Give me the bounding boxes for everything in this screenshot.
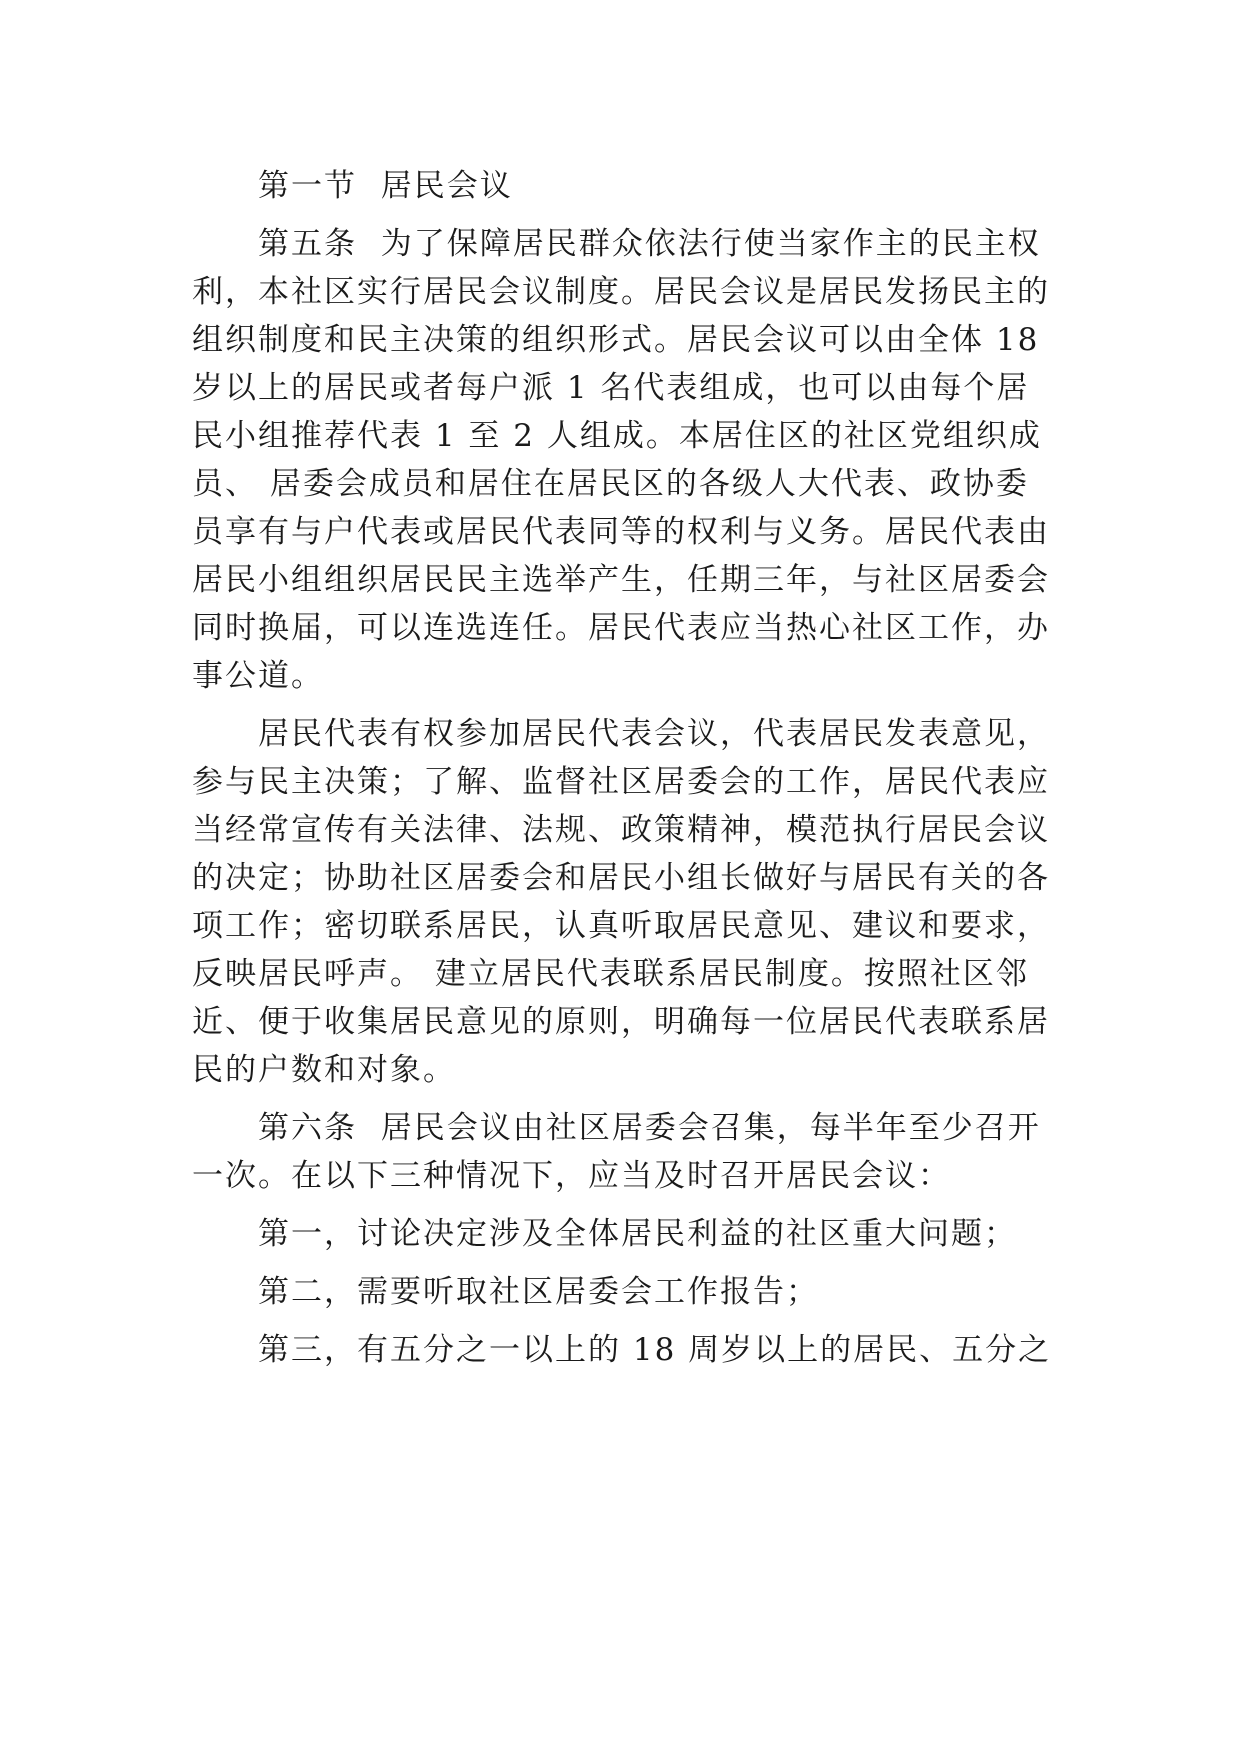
list-item-third: 第三，有五分之一以上的 18 周岁以上的居民、五分之	[258, 1332, 1052, 1368]
representative-paragraph-line: 近、便于收集居民意见的原则，明确每一位居民代表联系居	[192, 1004, 1050, 1040]
section-heading: 第一节 居民会议	[258, 168, 513, 204]
article-5-line: 居民小组组织居民民主选举产生，任期三年，与社区居委会	[192, 562, 1050, 598]
article-5-line: 第五条 为了保障居民群众依法行使当家作主的民主权	[258, 226, 1041, 262]
representative-paragraph-line: 民的户数和对象。	[192, 1052, 456, 1088]
representative-paragraph-line: 当经常宣传有关法律、法规、政策精神，模范执行居民会议	[192, 812, 1050, 848]
list-item-first: 第一，讨论决定涉及全体居民利益的社区重大问题；	[258, 1216, 1017, 1252]
representative-paragraph-line: 项工作；密切联系居民，认真听取居民意见、建议和要求，	[192, 908, 1050, 944]
article-5-line: 同时换届，可以连选连任。居民代表应当热心社区工作，办	[192, 610, 1050, 646]
article-5-line: 民小组推荐代表 1 至 2 人组成。本居住区的社区党组织成	[192, 418, 1042, 454]
article-5-line: 员、 居委会成员和居住在居民区的各级人大代表、政协委	[192, 466, 1029, 502]
article-5-line: 岁以上的居民或者每户派 1 名代表组成，也可以由每个居	[192, 370, 1030, 406]
representative-paragraph-line: 的决定；协助社区居委会和居民小组长做好与居民有关的各	[192, 860, 1050, 896]
representative-paragraph-line: 参与民主决策；了解、监督社区居委会的工作，居民代表应	[192, 764, 1050, 800]
representative-paragraph-line: 居民代表有权参加居民代表会议，代表居民发表意见，	[258, 716, 1050, 752]
article-5-line: 利，本社区实行居民会议制度。居民会议是居民发扬民主的	[192, 274, 1050, 310]
article-5-line: 组织制度和民主决策的组织形式。居民会议可以由全体 18	[192, 322, 1040, 358]
article-6-line: 一次。在以下三种情况下，应当及时召开居民会议：	[192, 1158, 951, 1194]
article-5-line: 员享有与户代表或居民代表同等的权利与义务。居民代表由	[192, 514, 1050, 550]
representative-paragraph-line: 反映居民呼声。 建立居民代表联系居民制度。按照社区邻	[192, 956, 1029, 992]
list-item-second: 第二，需要听取社区居委会工作报告；	[258, 1274, 819, 1310]
article-6-line: 第六条 居民会议由社区居委会召集，每半年至少召开	[258, 1110, 1041, 1146]
article-5-line: 事公道。	[192, 658, 324, 694]
